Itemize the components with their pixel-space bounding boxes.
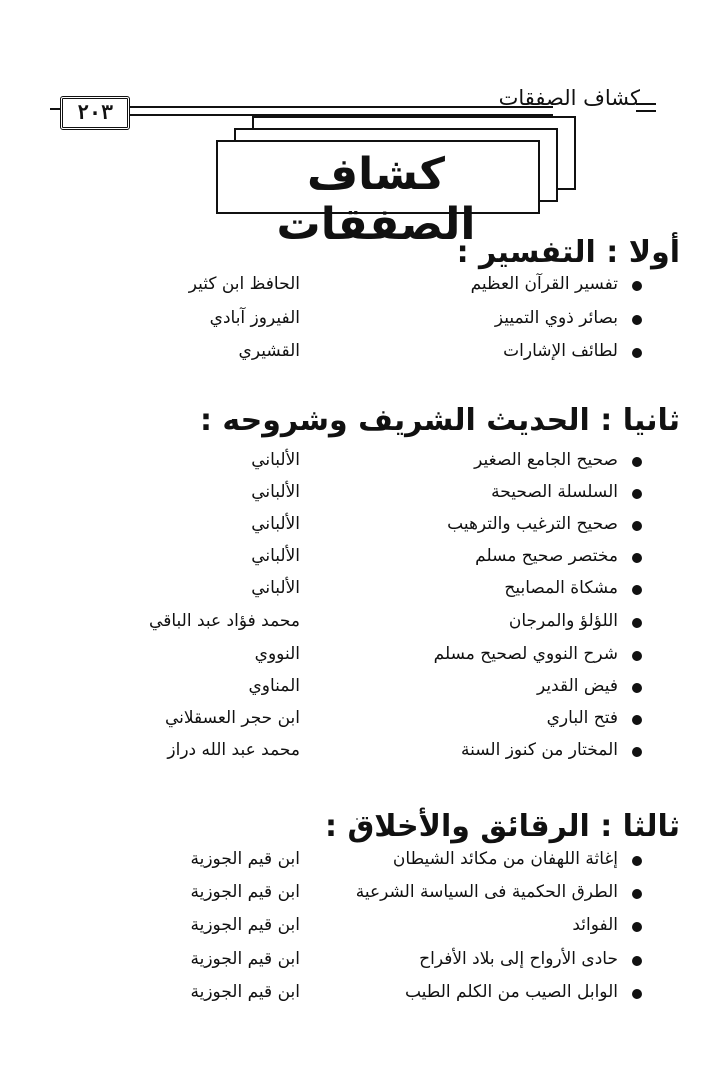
book-author: الحافظ ابن كثير: [188, 274, 300, 294]
book-title: الوابل الصيب من الكلم الطيب: [404, 982, 618, 1002]
book-title: اللؤلؤ والمرجان: [508, 611, 618, 631]
list-item: [0, 446, 718, 478]
page-number: ٢٠٣: [60, 96, 130, 130]
list-item: [0, 911, 718, 943]
bullet-icon: [632, 489, 642, 499]
book-title: فتح الباري: [546, 708, 618, 728]
section-heading-raqaiq: ثالثا : الرقائق والأخلاق :: [325, 809, 680, 844]
header-rule: [124, 106, 553, 116]
bullet-icon: [632, 956, 642, 966]
list-item: [0, 607, 718, 639]
book-title: لطائف الإشارات: [503, 341, 618, 361]
bullet-icon: [632, 585, 642, 595]
bullet-icon: [632, 281, 642, 291]
section-heading-hadith: ثانيا : الحديث الشريف وشروحه :: [199, 403, 680, 438]
book-title: حادى الأرواح إلى بلاد الأفراح: [419, 949, 618, 969]
book-title: شرح النووي لصحيح مسلم: [433, 644, 618, 664]
list-item: [0, 510, 718, 542]
bullet-icon: [632, 651, 642, 661]
book-author: الألباني: [251, 546, 300, 566]
list-item: [0, 574, 718, 606]
list-item: [0, 304, 718, 336]
book-author: ابن قيم الجوزية: [190, 915, 300, 935]
book-author: الفيروز آبادي: [209, 308, 300, 328]
book-author: ابن قيم الجوزية: [190, 849, 300, 869]
book-author: ابن حجر العسقلاني: [165, 708, 300, 728]
bullet-icon: [632, 989, 642, 999]
list-item: [0, 672, 718, 704]
list-item: [0, 478, 718, 510]
book-title: السلسلة الصحيحة: [491, 482, 618, 502]
bullet-icon: [632, 747, 642, 757]
list-item: [0, 878, 718, 910]
book-author: النووي: [254, 644, 300, 664]
bullet-icon: [632, 889, 642, 899]
bullet-icon: [632, 348, 642, 358]
bullet-icon: [632, 457, 642, 467]
list-item: [0, 845, 718, 877]
book-author: ابن قيم الجوزية: [190, 949, 300, 969]
bullet-icon: [632, 553, 642, 563]
book-title: تفسير القرآن العظيم: [470, 274, 618, 294]
book-title: مشكاة المصابيح: [504, 578, 618, 598]
book-title: فيض القدير: [536, 676, 618, 696]
bullet-icon: [632, 715, 642, 725]
book-title: صحيح الجامع الصغير: [474, 450, 618, 470]
book-title: الفوائد: [572, 915, 618, 935]
list-item: [0, 736, 718, 768]
book-author: الألباني: [251, 514, 300, 534]
book-title: مختصر صحيح مسلم: [475, 546, 618, 566]
book-author: ابن قيم الجوزية: [190, 982, 300, 1002]
bullet-icon: [632, 521, 642, 531]
bullet-icon: [632, 683, 642, 693]
list-item: [0, 337, 718, 369]
book-author: الألباني: [251, 450, 300, 470]
book-author: القشيري: [238, 341, 300, 361]
running-title: كشاف الصفقات: [498, 86, 640, 110]
book-author: المناوي: [248, 676, 300, 696]
list-item: [0, 640, 718, 672]
book-title: الطرق الحكمية فى السياسة الشرعية: [355, 882, 618, 902]
book-author: محمد فؤاد عبد الباقي: [149, 611, 300, 631]
header-rule-end: [636, 103, 656, 112]
book-title: صحيح الترغيب والترهيب: [447, 514, 618, 534]
list-item: [0, 542, 718, 574]
page-number-lead: [50, 108, 60, 110]
list-item: [0, 978, 718, 1010]
book-title: بصائر ذوي التمييز: [494, 308, 618, 328]
book-author: الألباني: [251, 578, 300, 598]
list-item: [0, 704, 718, 736]
book-title: إغاثة اللهفان من مكائد الشيطان: [392, 849, 618, 869]
book-author: محمد عبد الله دراز: [167, 740, 300, 760]
list-item: [0, 270, 718, 302]
bullet-icon: [632, 922, 642, 932]
list-item: [0, 945, 718, 977]
bullet-icon: [632, 618, 642, 628]
book-author: ابن قيم الجوزية: [190, 882, 300, 902]
page-title: كشاف الصفقات: [276, 149, 476, 250]
bullet-icon: [632, 856, 642, 866]
section-heading-tafsir: أولا : التفسير :: [456, 235, 680, 270]
book-author: الألباني: [251, 482, 300, 502]
book-title: المختار من كنوز السنة: [460, 740, 618, 760]
bullet-icon: [632, 315, 642, 325]
